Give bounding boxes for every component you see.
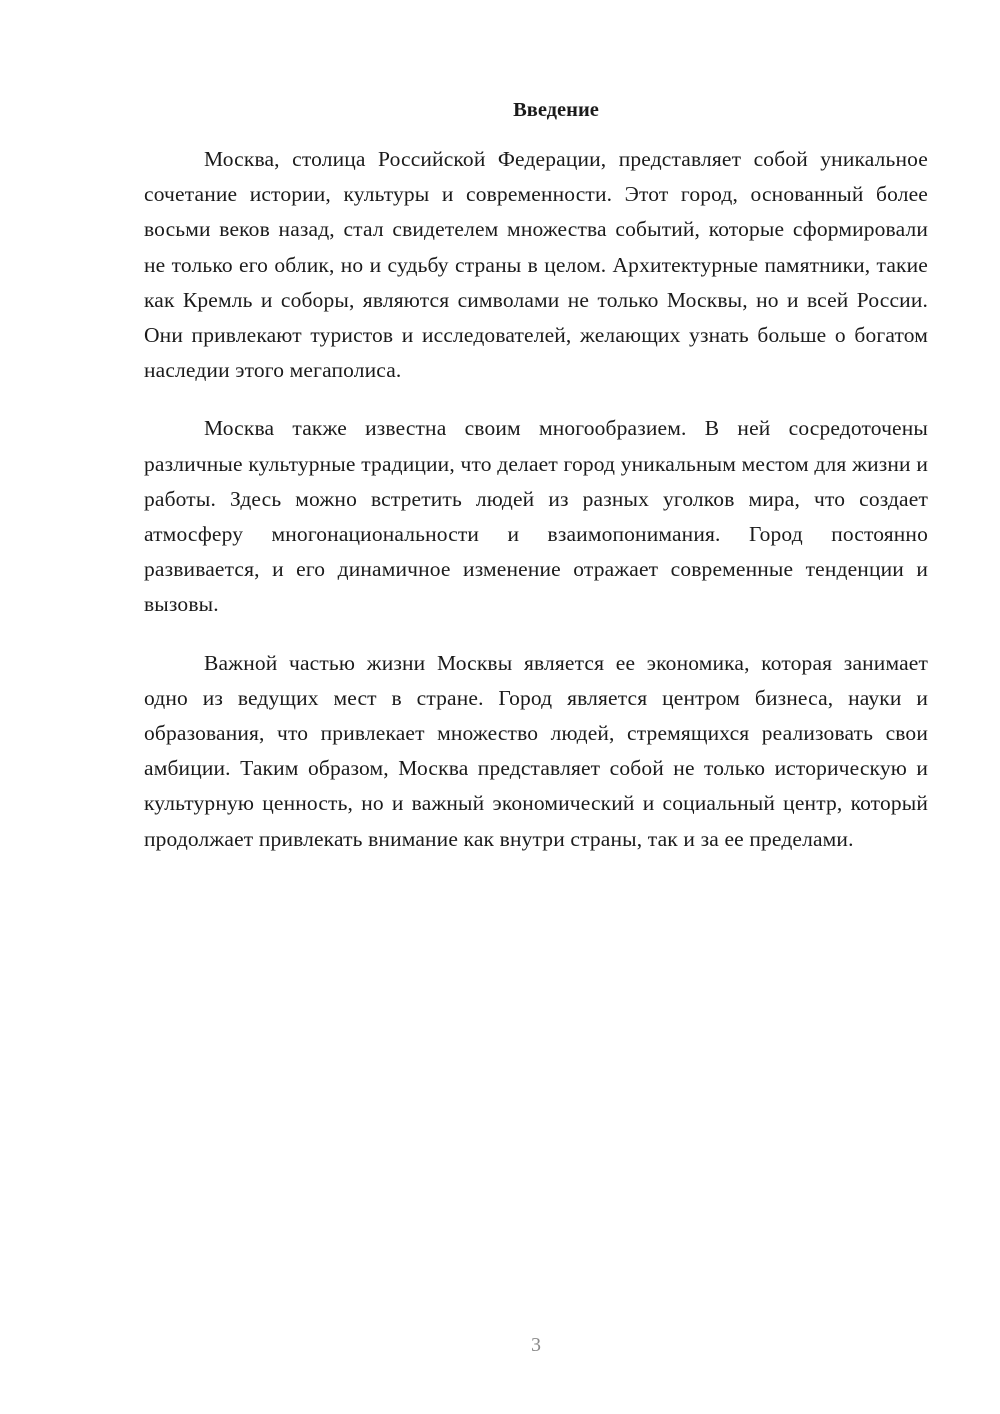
paragraph-3: Важной частью жизни Москвы является ее экономика, которая занимает одно из ведущих мест в стране. Город является центром бизнеса, науки и образования, что привлекает множество людей, стремящихся реализовать свои амбиции. Таким образом, Москва представляет собой не только историческую и культурную ценность, но и важный экономический и социальный центр, который продолжает привлекать внимание как внутри страны, так и за ее пределами. bbox=[144, 650, 928, 851]
section-title: Введение bbox=[513, 99, 599, 121]
page-number: 3 bbox=[531, 1334, 541, 1356]
paragraph-1: Москва, столица Российской Федерации, представляет собой уникальное сочетание истории, культуры и современности. Этот город, основанный более восьми веков назад, стал свидетелем множества событий, которые сформировали не только его облик, но и судьбу страны в целом. Архитектурные памятники, такие как Кремль и соборы, являются символами не только Москвы, но и всей России. Они привлекают туристов и исследователей, желающих узнать больше о богатом наследии этого мегаполиса. bbox=[144, 147, 928, 383]
paragraph-2: Москва также известна своим многообразием. В ней сосредоточены различные культурные традиции, что делает город уникальным местом для жизни и работы. Здесь можно встретить людей из разных уголков мира, что создает атмосферу многонациональности и взаимопонимания. Город постоянно развивается, и его динамичное изменение отражает современные тенденции и вызовы. bbox=[144, 416, 928, 617]
document-body bbox=[144, 95, 928, 880]
